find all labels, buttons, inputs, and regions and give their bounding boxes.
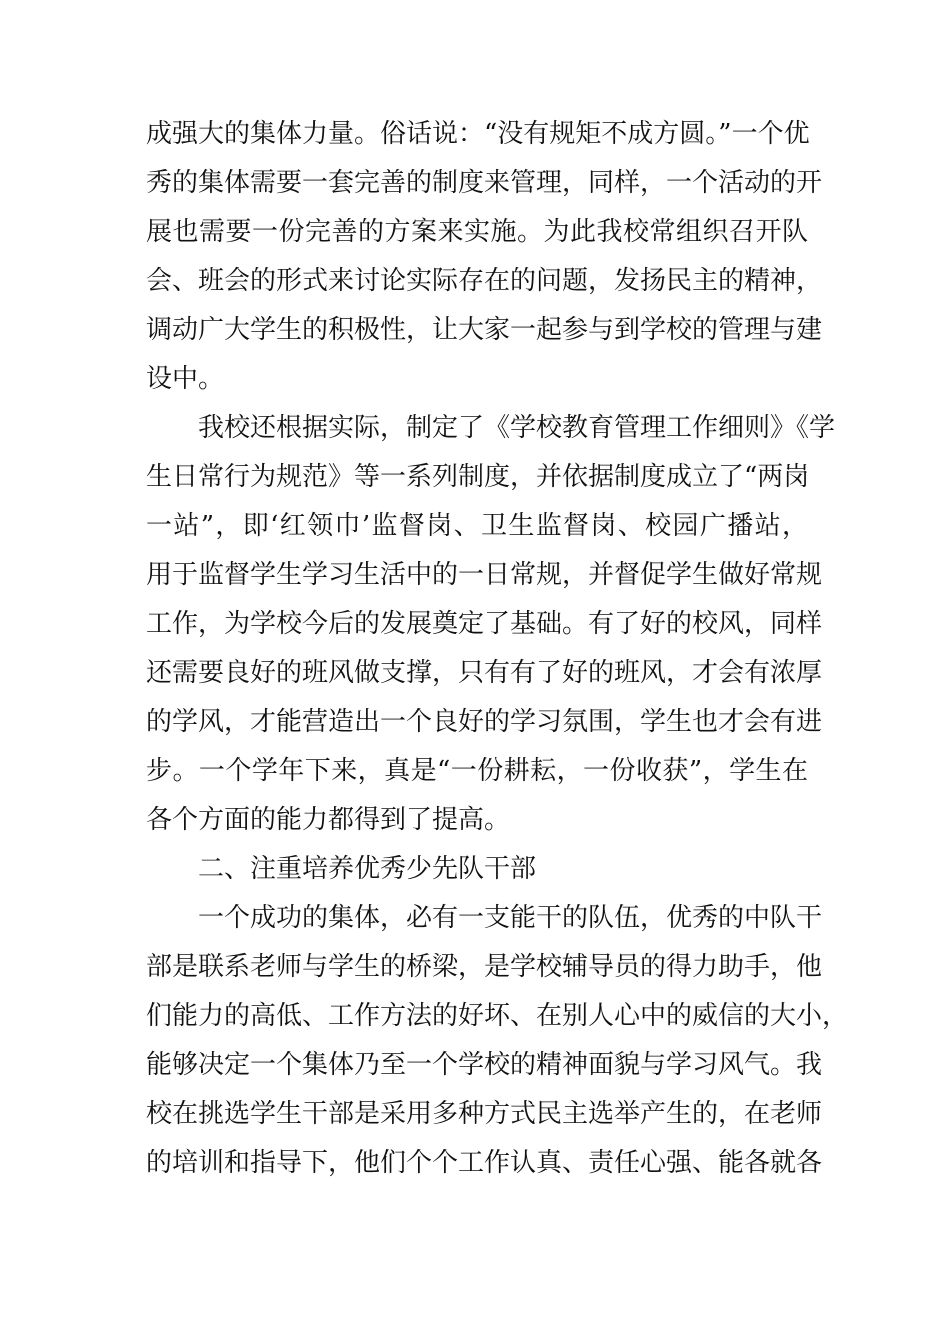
text-line: 能够决定一个集体乃至一个学校的精神面貌与学习风气。我 xyxy=(146,1050,823,1080)
text-line: 还需要良好的班风做支撑，只有有了好的班风，才会有浓厚 xyxy=(146,658,823,688)
text-line: 各个方面的能力都得到了提高。 xyxy=(146,805,511,835)
text-line: 步。一个学年下来，真是“一份耕耘，一份收获”，学生在 xyxy=(146,756,808,786)
text-line: 们能力的高低、工作方法的好坏、在别人心中的威信的大小， xyxy=(146,1001,849,1031)
section-heading-text: 二、注重培养优秀少先队干部 xyxy=(198,854,537,884)
text-line: 设中。 xyxy=(146,364,225,394)
text-line: 部是联系老师与学生的桥梁，是学校辅导员的得力助手，他 xyxy=(146,952,823,982)
text-line: 的学风，才能营造出一个良好的学习氛围，学生也才会有进 xyxy=(146,707,823,737)
paragraph-continued xyxy=(146,110,823,404)
text-line: 会、班会的形式来讨论实际存在的问题，发扬民主的精神， xyxy=(146,266,823,296)
text-line: 生日常行为规范》等一系列制度，并依据制度成立了“两岗 xyxy=(146,462,810,492)
text-line: 的培训和指导下，他们个个工作认真、责任心强、能各就各 xyxy=(146,1148,823,1178)
paragraph-cadres xyxy=(146,894,849,1188)
text-line: 展也需要一份完善的方案来实施。为此我校常组织召开队 xyxy=(146,217,808,247)
text-line: 我校还根据实际，制定了《学校教育管理工作细则》《学 xyxy=(198,413,836,443)
section-heading xyxy=(146,845,808,894)
document-body xyxy=(146,110,849,1188)
text-line: 调动广大学生的积极性，让大家一起参与到学校的管理与建 xyxy=(146,315,823,345)
text-line: 秀的集体需要一套完善的制度来管理，同样，一个活动的开 xyxy=(146,168,823,198)
text-line: 工作，为学校今后的发展奠定了基础。有了好的校风，同样 xyxy=(146,609,823,639)
text-line: 成强大的集体力量。俗话说：“没有规矩不成方圆。”一个优 xyxy=(146,119,810,149)
text-line: 用于监督学生学习生活中的一日常规，并督促学生做好常规 xyxy=(146,560,823,590)
text-line: 校在挑选学生干部是采用多种方式民主选举产生的，在老师 xyxy=(146,1099,823,1129)
text-line: 一站”，即‘红领巾’监督岗、卫生监督岗、校园广播站， xyxy=(146,511,808,541)
text-line: 一个成功的集体，必有一支能干的队伍，优秀的中队干 xyxy=(198,903,823,933)
paragraph-regulations xyxy=(146,404,836,845)
